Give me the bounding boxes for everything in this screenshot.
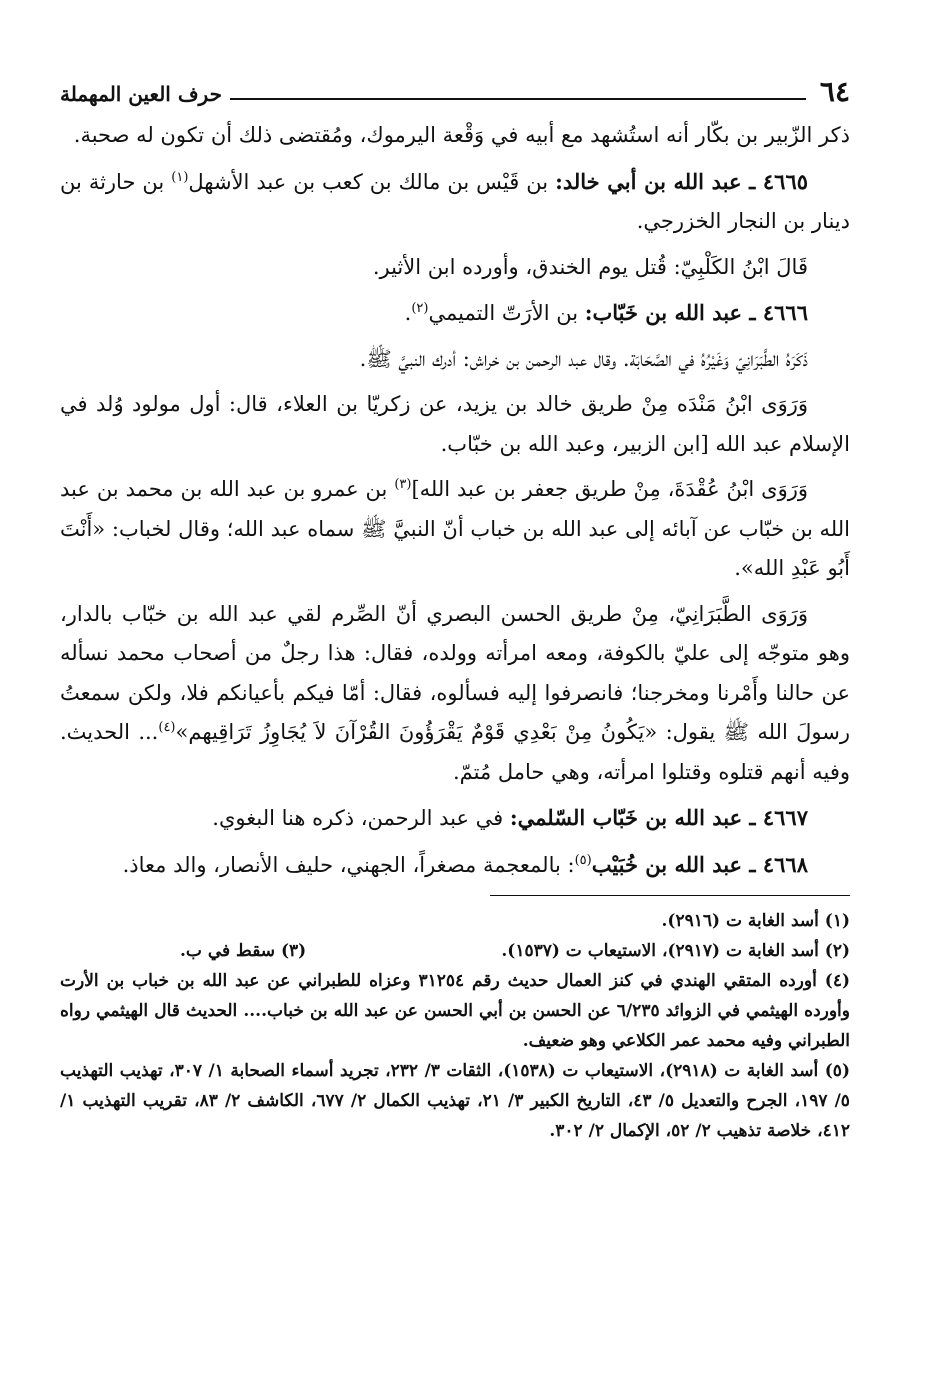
footnote-2: (٢) أسد الغابة ت (٢٩١٧)، الاستيعاب ت (١٥٣٧). xyxy=(501,941,850,961)
entry-4666 xyxy=(60,293,850,334)
footnote-ref: (٢) xyxy=(411,301,429,316)
entry-4668 xyxy=(60,845,850,886)
footnote-ref: (١) xyxy=(171,169,189,185)
entry-4665 xyxy=(60,162,850,242)
paragraph-text: ... الحديث. وفيه أنهم قتلوه وقتلوا امرأته، وهي حامل مُتمّ. xyxy=(60,720,850,784)
header-rule xyxy=(230,98,806,100)
paragraph-tabarani-1: ذَكَرَهُ الطَّبَرَانِيّ وَغَيْرُهُ في الصَّحَابَة. وقال عبد الرحمن بن خراش: أدرك النبيَّ ﷺ. xyxy=(359,346,808,371)
entry-heading: ٤٦٦٧ ـ عبد الله بن خَبّاب السّلمي: xyxy=(509,805,808,830)
book-page xyxy=(60,70,850,1146)
footnote-4: (٤) أورده المتقي الهندي في كنز العمال حديث رقم ٣١٢٥٤ وعزاه للطبراني عن عبد الله بن خباب بن الأرت وأورده الهيثمي في الزوائد ٦/٢٣٥ عن الحسن بن أبي الحسن عن عبد الله بن خباب.... الحديث قال الهيثمي رواه الطبراني وفيه محمد عمر الكلاعي وهو ضعيف. xyxy=(60,971,850,1051)
footnote-ref: (٥) xyxy=(574,852,592,868)
entry-heading: ٤٦٦٥ ـ عبد الله بن أبي خالد: xyxy=(555,168,809,194)
entry-text: في عبد الرحمن، ذكره هنا البغوي. xyxy=(212,806,510,830)
entry-text: بن الأرَتّ التميمي xyxy=(428,301,585,325)
entry-heading: ٤٦٦٦ ـ عبد الله بن خَبّاب: xyxy=(584,300,808,325)
paragraph-text: بن عمرو بن عبد الله بن محمد بن عبد الله بن خبّاب عن آبائه إلى عبد الله بن خباب أنّ النبيَّ ﷺ سماه عبد الله؛ وقال لخباب: «أَنْتَ أَبُو عَبْدِ الله». xyxy=(60,477,850,580)
paragraph-uqdah xyxy=(60,470,850,589)
paragraph-mandah: وَرَوَى ابْنُ مَنْدَه مِنْ طريق خالد بن يزيد، عن زكريّا بن العلاء، قال: أول مولود وُلد في الإسلام عبد الله [ابن الزبير، وعبد الله بن خبّاب. xyxy=(60,392,850,456)
paragraph-tabarani-2 xyxy=(60,595,850,793)
page-header xyxy=(60,70,850,106)
page-number: ٦٤ xyxy=(819,75,850,108)
footnote-1: (١) أسد الغابة ت (٢٩١٦). xyxy=(661,911,850,931)
footnote-row xyxy=(60,936,850,966)
entry-heading: ٤٦٦٨ ـ عبد الله بن خُبَيْب xyxy=(591,851,808,877)
footnote-separator xyxy=(490,895,850,896)
running-title: حرف العين المهملة xyxy=(60,82,222,106)
entry-4667 xyxy=(60,798,850,839)
footnote-3: (٣) سقط في ب. xyxy=(180,941,307,961)
footnotes xyxy=(60,906,850,1146)
entry-text: : بالمعجمة مصغراً، الجهني، حليف الأنصار، والد معاذ. xyxy=(122,852,575,877)
entry-text: بن حارثة بن دينار بن النجار الخزرجي. xyxy=(60,169,850,233)
entry-text: بن قَيْس بن مالك بن كعب بن عبد الأشهل xyxy=(188,169,556,194)
paragraph-text: وَرَوَى الطَّبَرَانِيّ، مِنْ طريق الحسن البصري أنّ الصِّرم لقي عبد الله بن خبّاب بالدار، وهو متوجّه إلى عليّ بالكوفة، ومعه امرأته وولده، فقال: هذا رجلٌ من أصحاب محمد نسأله عن حالنا وأَمْرنا ومخرجنا؛ فانصرفوا إليه فسألوه، فقال: أمّا فيكم بأعيانكم فلا، ولكن سمعتُ رسولَ الله ﷺ يقول: «يَكُونُ مِنْ بَعْدِي قَوْمٌ يَقْرَؤُونَ القُرْآنَ لاَ يُجَاوِزُ تَرَاقِيهم» xyxy=(60,601,850,744)
page-body xyxy=(60,116,850,885)
footnote-ref: (٣) xyxy=(394,477,412,492)
footnote-ref: (٤) xyxy=(158,720,176,735)
paragraph-kalbi: قَالَ ابْنُ الكَلْبِيّ: قُتل يوم الخندق، وأورده ابن الأثير. xyxy=(372,254,808,279)
entry-text: . xyxy=(404,301,412,325)
footnote-5: (٥) أسد الغابة ت (٢٩١٨)، الاستيعاب ت (١٥٣٨)، الثقات ٣/ ٢٣٢، تجريد أسماء الصحابة ١/ ٣٠٧، تهذيب التهذيب ٥/ ١٩٧، الجرح والتعديل ٥/ ٤٣، التاريخ الكبير ٣/ ٢١، تهذيب الكمال ٢/ ٦٧٧، الكاشف ٢/ ٨٣، تقريب التهذيب ١/ ٤١٢، خلاصة تذهيب ٢/ ٥٢، الإكمال ٢/ ٣٠٢. xyxy=(60,1061,850,1141)
paragraph-text: وَرَوَى ابْنُ عُقْدَةَ، مِنْ طريق جعفر بن عبد الله] xyxy=(411,477,808,501)
paragraph-continuation: ذكر الزّبير بن بكّار أنه استُشهد مع أبيه في وَقْعة اليرموك، ومُقتضى ذلك أن تكون له صحبة. xyxy=(73,123,850,147)
